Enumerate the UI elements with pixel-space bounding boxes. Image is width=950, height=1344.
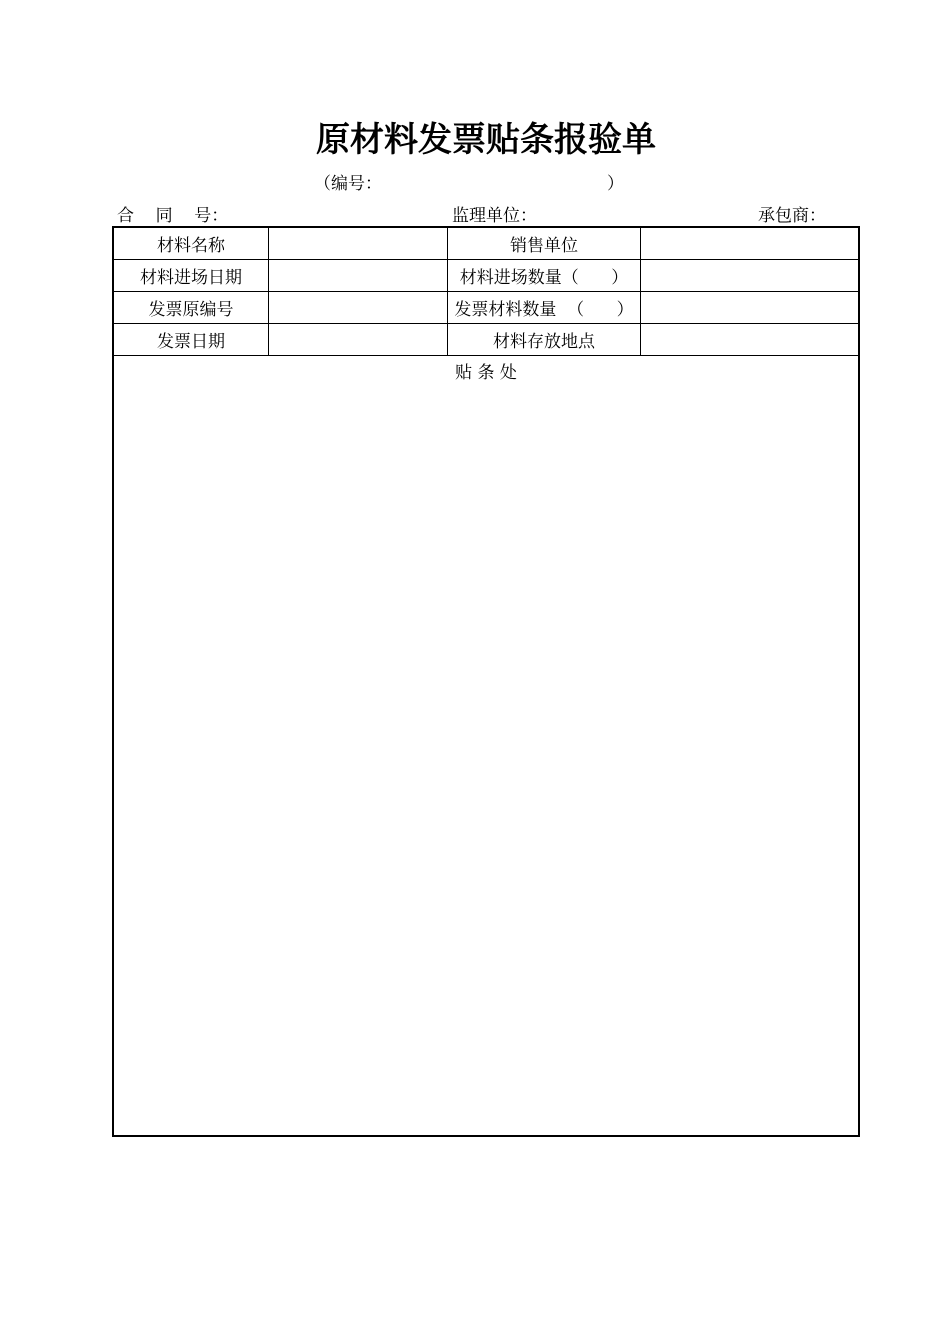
supervisor-label: 监理单位：: [452, 206, 537, 226]
field-seller[interactable]: [641, 228, 858, 260]
label-entry-quantity: 材料进场数量（ ）: [448, 260, 641, 292]
label-entry-date: 材料进场日期: [114, 260, 269, 292]
inspection-form: [112, 226, 860, 1137]
field-invoice-date[interactable]: [269, 324, 448, 356]
field-material-name[interactable]: [269, 228, 448, 260]
label-seller: 销售单位: [448, 228, 641, 260]
contract-number-label: 合 同 号：: [117, 206, 229, 226]
label-invoice-date: 发票日期: [114, 324, 269, 356]
label-material-name: 材料名称: [114, 228, 269, 260]
label-storage-location: 材料存放地点: [448, 324, 641, 356]
contractor-label: 承包商：: [758, 206, 826, 226]
label-invoice-quantity: 发票材料数量 （ ）: [448, 292, 641, 324]
field-invoice-quantity[interactable]: [641, 292, 858, 324]
field-entry-quantity[interactable]: [641, 260, 858, 292]
serial-number-label: （编号：: [314, 174, 382, 194]
serial-number-line: [314, 169, 624, 194]
field-storage-location[interactable]: [641, 324, 858, 356]
page-title: 原材料发票贴条报验单: [316, 120, 656, 160]
serial-number-close: ）: [607, 174, 624, 194]
label-invoice-number: 发票原编号: [114, 292, 269, 324]
info-table: [114, 228, 858, 356]
paste-area-label: 贴 条 处: [455, 363, 517, 383]
field-entry-date[interactable]: [269, 260, 448, 292]
field-invoice-number[interactable]: [269, 292, 448, 324]
